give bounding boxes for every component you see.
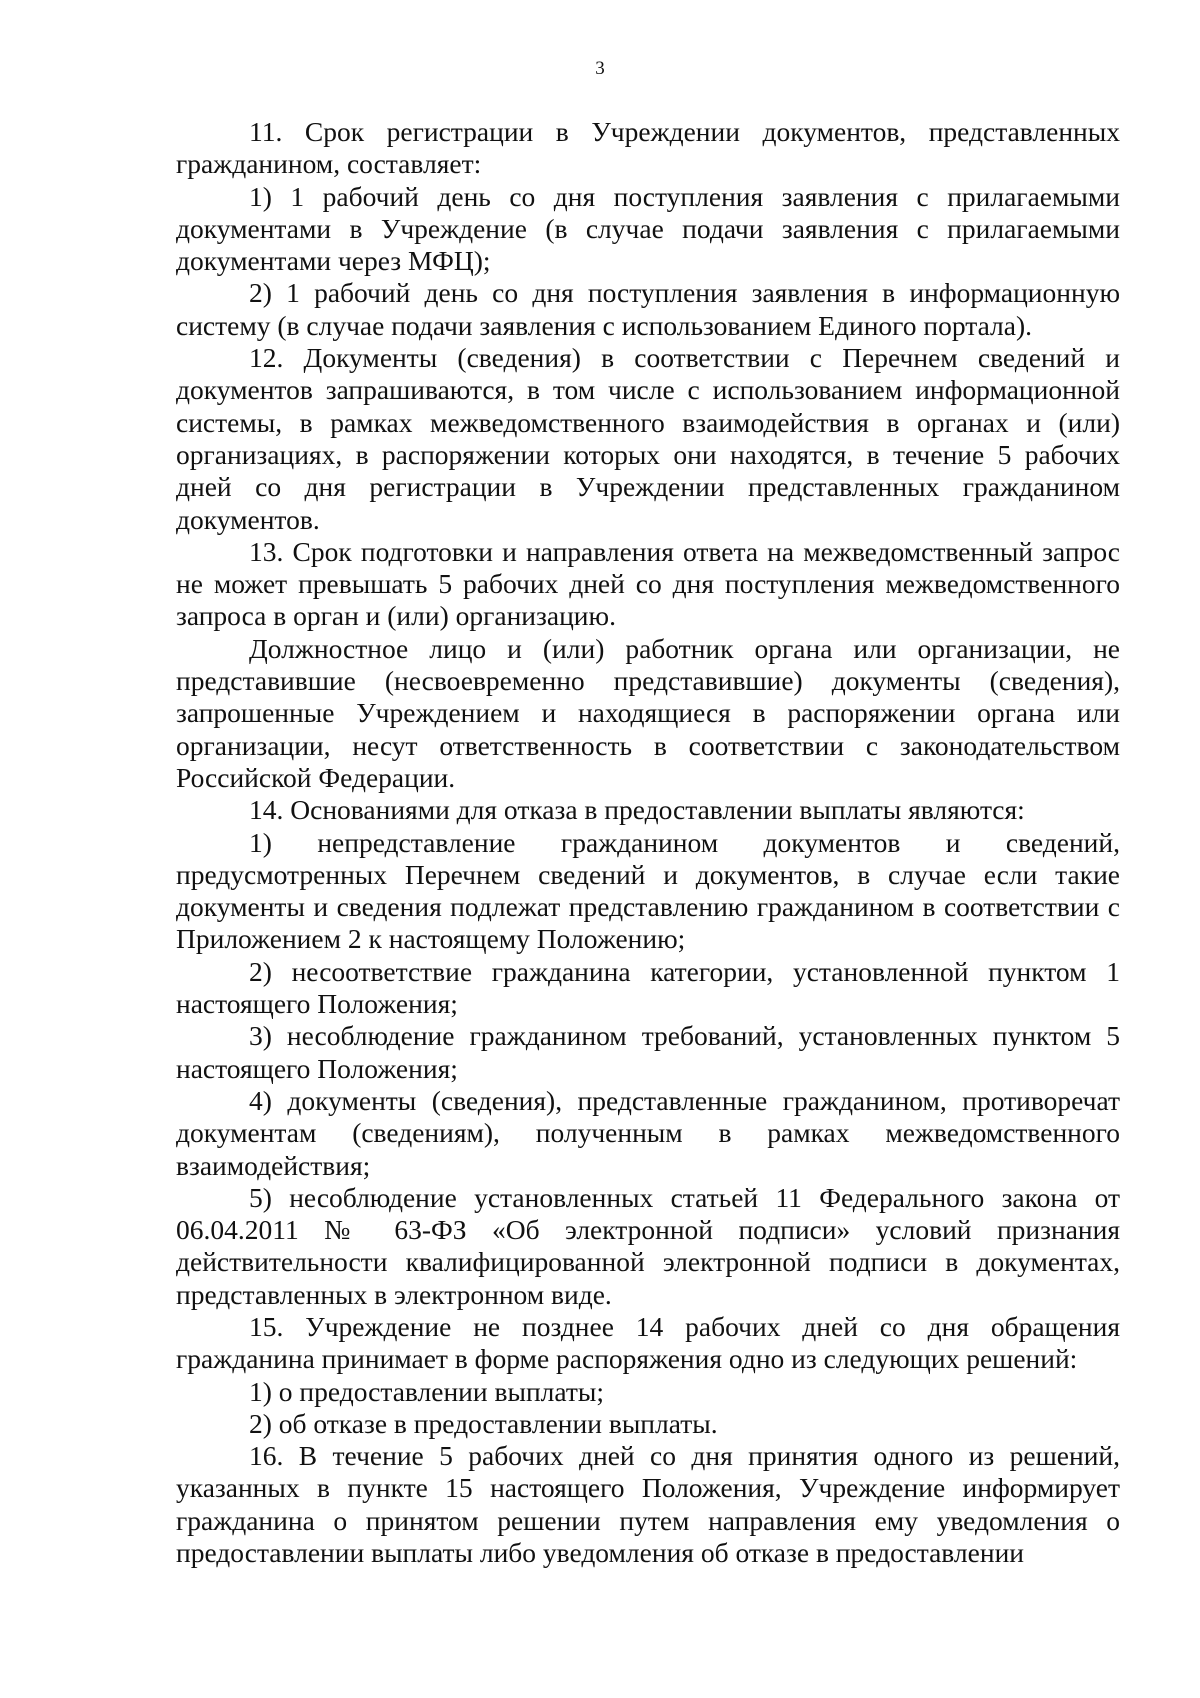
paragraph-13: 13. Срок подготовки и направления ответа на межведомственный запрос не может превышать 5 рабочих дней со дня поступления межведомственного запроса в орган и (или) организацию. — [176, 535, 1120, 632]
paragraph-14-item-1: 1) непредставление гражданином документов и сведений, предусмотренных Перечнем сведений и документов, в случае если такие документы и сведения подлежат представлению гражданином в соответствии с Приложением 2 к настоящему Положению; — [176, 826, 1120, 955]
paragraph-15-item-1: 1) о предоставлении выплаты; — [249, 1375, 605, 1407]
paragraph-14: 14. Основаниями для отказа в предоставлении выплаты являются: — [249, 794, 1025, 826]
paragraph-13-responsibility: Должностное лицо и (или) работник органа или организации, не представившие (несвоевременно представившие) документы (сведения), запрошенные Учреждением и находящиеся в распоряжении органа или организации, несут ответственность в соответствии с законодательством Российской Федерации. — [176, 632, 1120, 793]
paragraph-14-item-2: 2) несоответствие гражданина категории, установленной пунктом 1 настоящего Положения; — [176, 955, 1120, 1020]
paragraph-11-item-2: 2) 1 рабочий день со дня поступления заявления в информационную систему (в случае подачи заявления с использованием Единого портала). — [176, 277, 1120, 341]
paragraph-15-item-2: 2) об отказе в предоставлении выплаты. — [249, 1407, 718, 1439]
paragraph-14-item-5: 5) несоблюдение установленных статьей 11 Федерального закона от 06.04.2011 № 63-ФЗ «Об электронной подписи» условий признания действительности квалифицированной электронной подписи в документах, представленных в электронном виде. — [176, 1181, 1120, 1310]
page-number: 3 — [595, 58, 605, 79]
paragraph-11-item-1: 1) 1 рабочий день со дня поступления заявления с прилагаемыми документами в Учреждение (в случае подачи заявления с прилагаемыми документами через МФЦ); — [176, 180, 1120, 277]
paragraph-12: 12. Документы (сведения) в соответствии с Перечнем сведений и документов запрашиваются, в том числе с использованием информационной системы, в рамках межведомственного взаимодействия в органах и (или) организациях, в распоряжении которых они находятся, в течение 5 рабочих дней со дня регистрации в Учреждении представленных гражданином документов. — [176, 342, 1120, 535]
paragraph-14-item-4: 4) документы (сведения), представленные гражданином, противоречат документам (сведениям), полученным в рамках межведомственного взаимодействия; — [176, 1084, 1120, 1181]
paragraph-14-item-3: 3) несоблюдение гражданином требований, установленных пунктом 5 настоящего Положения; — [176, 1020, 1120, 1084]
paragraph-16: 16. В течение 5 рабочих дней со дня принятия одного из решений, указанных в пункте 15 настоящего Положения, Учреждение информирует гражданина о принятом решении путем направления ему уведомления о предоставлении выплаты либо уведомления об отказе в предоставлении — [176, 1440, 1120, 1569]
document-body — [176, 116, 1120, 1569]
paragraph-15: 15. Учреждение не позднее 14 рабочих дней со дня обращения гражданина принимает в форме распоряжения одно из следующих решений: — [176, 1310, 1120, 1375]
paragraph-11: 11. Срок регистрации в Учреждении документов, представленных гражданином, составляет: — [176, 116, 1120, 180]
